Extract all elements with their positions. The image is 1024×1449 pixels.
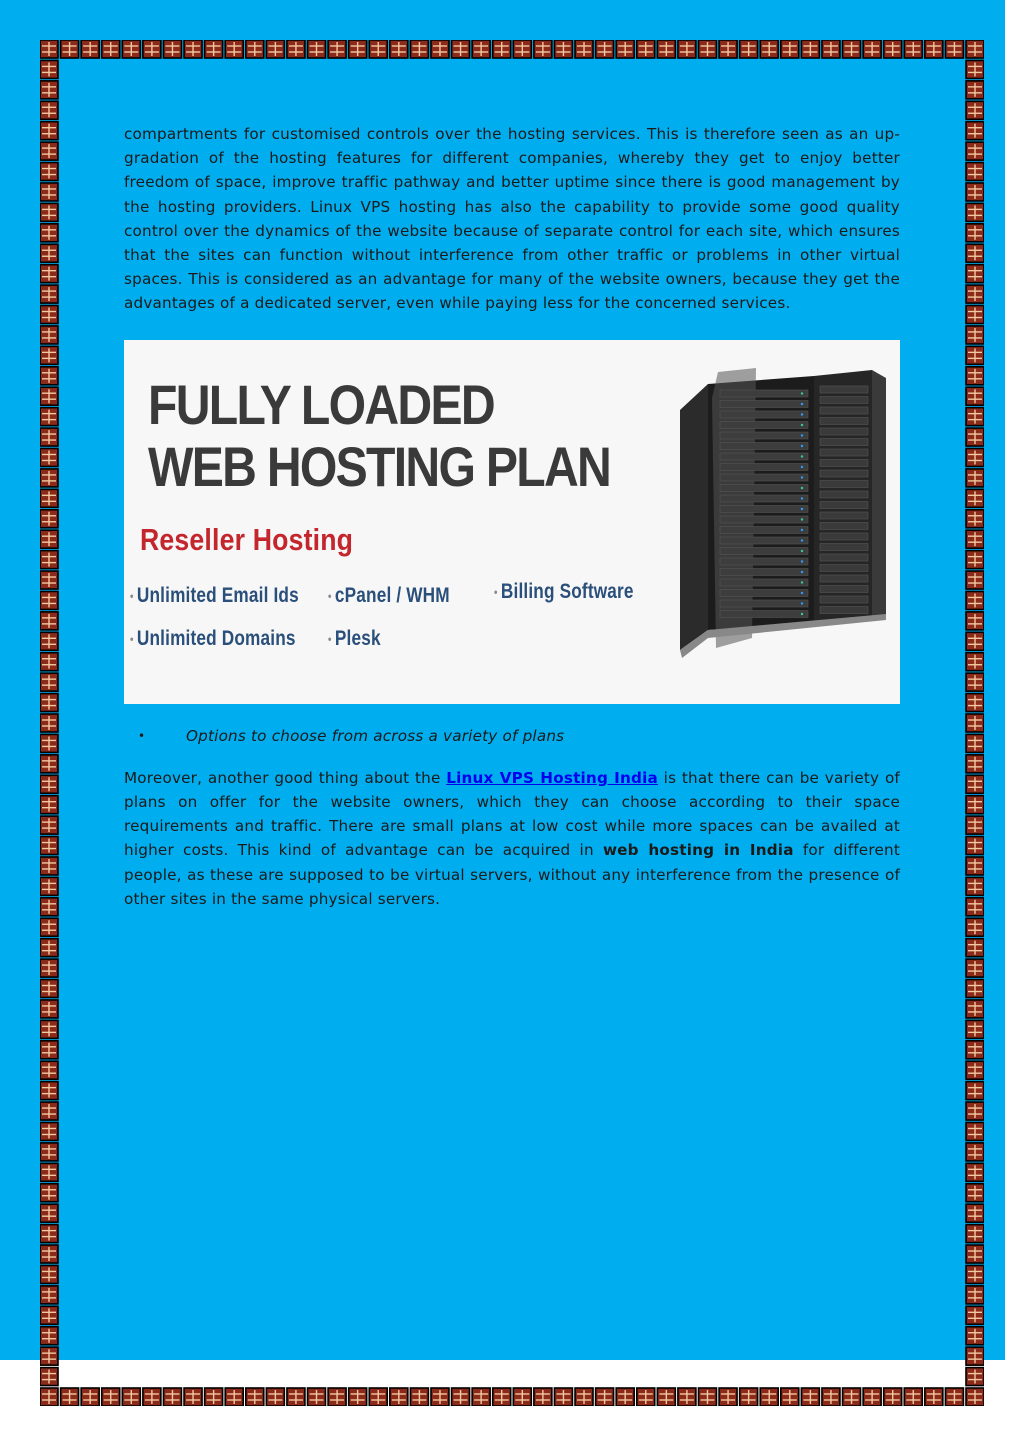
brick-tile-icon: [513, 1388, 531, 1406]
brick-tile-icon: [184, 1388, 202, 1406]
brick-tile-icon: [452, 1388, 470, 1406]
feature-item: • Plesk: [328, 626, 381, 650]
bullet-symbol: •: [138, 728, 146, 743]
brick-tile-icon: [904, 1388, 922, 1406]
brick-tile-icon: [493, 1388, 511, 1406]
brick-tile-icon: [246, 1388, 264, 1406]
brick-tile-icon: [616, 1388, 634, 1406]
document-body: [124, 122, 900, 911]
brick-tile-icon: [287, 1388, 305, 1406]
brick-tile-icon: [781, 1388, 799, 1406]
brick-tile-icon: [266, 1388, 284, 1406]
brick-tile-icon: [945, 1388, 963, 1406]
brick-tile-icon: [225, 1388, 243, 1406]
brick-tile-icon: [40, 1388, 58, 1406]
banner-subtitle: Reseller Hosting: [140, 521, 354, 557]
paragraph-plans: Moreover, another good thing about the Linux VPS Hosting India is that there can be variety of plans on offer for the website owners, which they can choose according to their space requirements and traffic. There are small plans at low cost while more spaces can be availed at higher costs. This kind of advantage can be acquired in web hosting in India for different people, as these are supposed to be virtual servers, without any interference from the presence of other sites in the same physical servers.: [124, 768, 900, 908]
brick-tile-icon: [760, 1388, 778, 1406]
brick-tile-icon: [163, 1388, 181, 1406]
brick-tile-icon: [472, 1388, 490, 1406]
brick-tile-icon: [719, 1388, 737, 1406]
brick-tile-icon: [122, 1388, 140, 1406]
brick-tile-icon: [822, 1388, 840, 1406]
brick-tile-icon: [575, 1388, 593, 1406]
brick-tile-icon: [925, 1388, 943, 1406]
bullet-text: Options to choose from across a variety of plans: [186, 726, 565, 745]
brick-tile-icon: [143, 1388, 161, 1406]
feature-item: • Billing Software: [494, 579, 634, 603]
brick-tile-icon: [369, 1388, 387, 1406]
brick-tile-icon: [390, 1388, 408, 1406]
brick-tile-icon: [801, 1388, 819, 1406]
paragraph-intro: compartments for customised controls over the hosting services. This is therefore seen as an up-gradation of the hosting features for different companies, whereby they get to enjoy better freedom of space, improve traffic pathway and better uptime since there is good management by the hosting providers. Linux VPS hosting has also the capability to provide some good quality control over the dynamics of the website because of separate control for each site, which ensures that the sites can function without interference from other traffic or problems in other virtual spaces. This is considered as an advantage for many of the website owners, because they get the advantages of a dedicated server, even while paying less for the concerned services.: [124, 125, 900, 313]
brick-tile-icon: [678, 1388, 696, 1406]
brick-tile-icon: [102, 1388, 120, 1406]
brick-tile-icon: [966, 1388, 984, 1406]
brick-tile-icon: [740, 1388, 758, 1406]
brick-tile-icon: [205, 1388, 223, 1406]
feature-item: • cPanel / WHM: [328, 583, 450, 607]
brick-tile-icon: [843, 1388, 861, 1406]
bullet-list-item: [124, 724, 900, 748]
brick-tile-icon: [637, 1388, 655, 1406]
brick-tile-icon: [431, 1388, 449, 1406]
brick-tile-icon: [657, 1388, 675, 1406]
brick-tile-icon: [81, 1388, 99, 1406]
brick-tile-icon: [308, 1388, 326, 1406]
brick-tile-icon: [534, 1388, 552, 1406]
brick-tile-icon: [349, 1388, 367, 1406]
brick-tile-icon: [410, 1388, 428, 1406]
feature-item: • Unlimited Email Ids: [130, 583, 299, 607]
feature-item: • Unlimited Domains: [130, 626, 296, 650]
hosting-plan-banner: [124, 340, 900, 704]
brick-tile-icon: [884, 1388, 902, 1406]
brick-tile-icon: [596, 1388, 614, 1406]
brick-tile-icon: [966, 1368, 984, 1386]
server-rack-icon: [672, 368, 890, 660]
brick-tile-icon: [863, 1388, 881, 1406]
brick-tile-icon: [698, 1388, 716, 1406]
brick-tile-icon: [61, 1388, 79, 1406]
brick-tile-icon: [554, 1388, 572, 1406]
brick-tile-icon: [328, 1388, 346, 1406]
banner-title-line2: WEB HOSTING PLAN: [148, 434, 611, 498]
banner-title: [148, 374, 610, 498]
brick-tile-icon: [40, 1368, 58, 1386]
linux-vps-hosting-india-link[interactable]: Linux VPS Hosting India: [446, 768, 658, 787]
banner-title-line1: FULLY LOADED: [148, 372, 494, 436]
bold-web-hosting-in-india: web hosting in India: [602, 841, 794, 860]
